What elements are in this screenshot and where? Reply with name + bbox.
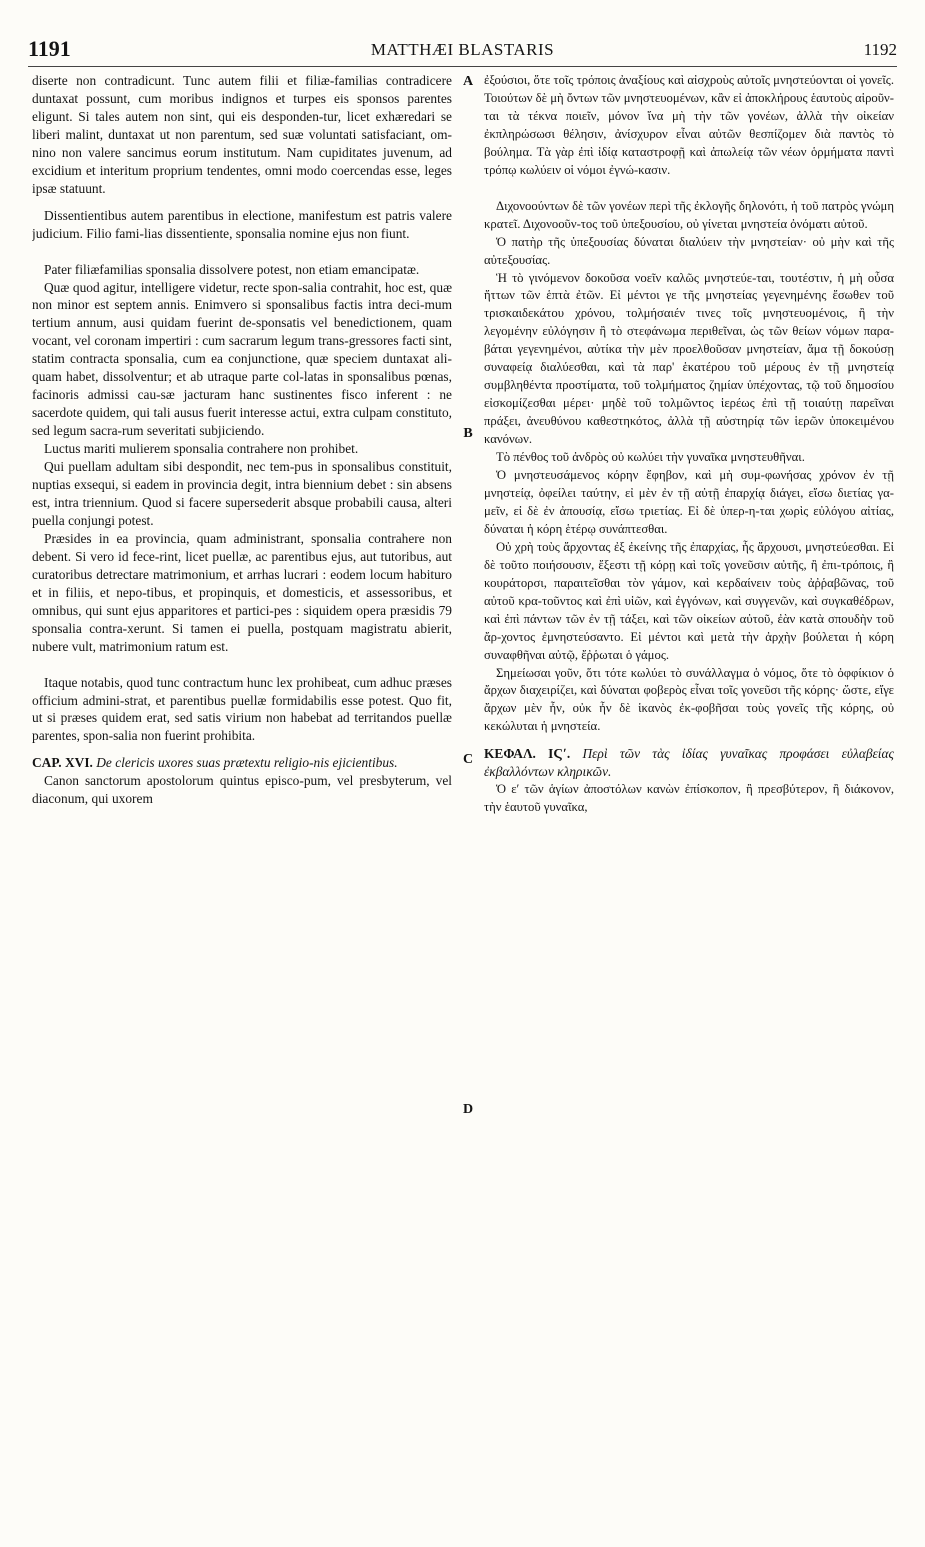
chapter-number: CAP. XVI.	[32, 755, 93, 771]
greek-paragraph: Ὁ πατὴρ τῆς ὑπεξουσίας δύναται διαλύειν τὴν μνηστείαν· οὐ μὴν καὶ τῆς αὐτεξουσίας.	[484, 234, 894, 267]
latin-paragraph: Canon sanctorum apostolorum quintus episco-pum, vel presbyterum, vel diaconum, qui uxorem	[32, 773, 452, 807]
greek-paragraph: Ὁ μνηστευσάμενος κόρην ἔφηβον, καὶ μὴ συμ-φωνήσας χρόνον ἐν τῇ μνηστείᾳ, ὀφείλει ταύτην, εἰ μὲν ἐν τῇ αὐτῇ ἐπαρχίᾳ διάγει, εἴσω διετίας γα-μεῖν, εἰ δὲ ἐν ἀπουσίᾳ, εἴσω τριετίας. Εἰ δὲ ὑπερ-η-ται χωρὶς εὐλόγου αἰτίας, δύναται ἡ κόρη ἑτέρῳ συνάπτεσθαι.	[484, 468, 894, 536]
latin-paragraph: Qui puellam adultam sibi despondit, nec tem-pus in sponsalibus constituit, nuptias exsequi, si eadem in provincia degit, intra biennium debet : sin absens est, intra triennium. Quod si facere supersederit absque probabili causa, alteri puella conjungi potest.	[32, 459, 452, 528]
margin-letter-a: A	[462, 74, 474, 89]
greek-paragraph: Ὁ εʹ τῶν ἁγίων ἀποστόλων κανὼν ἐπίσκοπον, ἢ πρεσβύτερον, ἢ διάκονον, τὴν ἑαυτοῦ γυναῖκα,	[484, 782, 894, 815]
page-number-right: 1192	[863, 40, 897, 59]
running-title: MATTHÆI BLASTARIS	[370, 40, 555, 59]
latin-paragraph: Luctus mariti mulierem sponsalia contrahere non prohibet.	[44, 441, 359, 457]
chapter-heading-greek	[484, 745, 894, 781]
greek-paragraph: Τὸ πένθος τοῦ ἀνδρὸς οὐ κωλύει τὴν γυναῖκα μνηστευθῆναι.	[496, 450, 805, 465]
greek-paragraph: Ἡ τὸ γινόμενον δοκοῦσα νοεῖν καλῶς μνηστεύε-ται, τουτέστιν, ἡ μὴ οὖσα ἥττων τῶν ἑπτὰ ἐτῶν. Εἰ μέντοι γε τῆς μνηστείας γεγενημένης ἔσωθεν τοῦ τρισκαιδεκάτου χρόνου, τολμήσαιέν τινες τοῖς μνηστευομένοις, ἢ τὴν λεγομένην εὐλόγησιν ἢ τὸ στεφάνωμα περιθεῖναι, ὡς τῶν θείων νόμων παρα-βάται γεγενημένοι, αὐτίκα τὴν μὲν προελθοῦσαν μνηστείαν, ἅμα τῇ δοκούσῃ συναφείᾳ διαλύεσθαι, καὶ τὰ παρ' ἑκατέρου τοῦ μέρους ἐν τῇ μνηστείᾳ συμβληθέντα προστίματα, τοῦ τολμήματος ζημίαν ὑπέχοντας, τῷ τοῦ δημοσίου εἰσκομίζεσθαι μέρει· μηδὲ τοῦ τολμῶντος ἱερέως ἐπὶ τῇ τοιαύτῃ παρεῖναι πράξει, ἀνευθύνου καθεστηκότος, ἀλλὰ τῇ αὐστηρίᾳ τῶν ἱερῶν ὑποκειμένου κανόνων.	[484, 270, 894, 447]
chapter-title: De clericis uxores suas prætextu religio-nis ejicientibus.	[96, 755, 398, 771]
latin-paragraph: Itaque notabis, quod tunc contractum hunc lex prohibeat, cum adhuc præses officium admini-strat, et parentibus puellæ formidabilis esse potest. Quo fit, ut si præses quidem erat, sed satis virium non habebat ad territandos puellæ parentes, spon-salia non fuerint prohibita.	[32, 674, 452, 744]
latin-paragraph: Dissentientibus autem parentibus in electione, manifestum est patris valere judicium. Filio fami-lias dissentiente, sponsalia nomine ejus non fiunt.	[32, 207, 452, 241]
latin-paragraph: diserte non contradicunt. Tunc autem filii et filiæ-familias contradicere duntaxat possunt, cum moribus indignos et turpes eis sponsos parentes eligunt. Si tales autem non sint, qui eis desponden-tur, licet exhæredari se liberi malint, duntaxat ut non parentum, sed suæ voluntati satisfaciant, om-nino non valere sancimus eorum institutum. Nam cupiditates juvenum, ad excidium et interitum proprium tendentes, omni modo coercendas esse, leges ipsæ statuunt.	[32, 73, 452, 196]
margin-letter-d: D	[462, 1102, 474, 1117]
page-header	[28, 30, 897, 67]
latin-paragraph: Quæ quod agitur, intelligere videtur, recte spon-salia contrahit, hoc est, quæ non minor est septem annis. Enimvero si sponsalibus factis intra deci-mum tertium annum, ausi quidam fuerint de-sponsatis vel benedictionem, quam vocant, vel coronam impertiri : cum sacrarum legum trans-gressores facti sint, statim contracta sponsalia, cum ea conjunctione, quæ speciem duntaxat ali-quam habet, dissolventur; et ab utraque parte col-latas in sponsalibus pœnas, facinoris admissi cau-sæ jacturam hanc sustinentes fisco inferent : ne sacerdote quidem, qui tali ausus fuerit interesse actui, extra culpam constituto, sed legum sacra-rum severitati subjiciendo.	[32, 279, 452, 439]
margin-letter-b: B	[463, 426, 473, 441]
latin-paragraph: Præsides in ea provincia, quam administrant, sponsalia contrahere non debent. Si vero id fece-rint, licet puellæ, ac parentibus ejus, aut tutoribus, aut curatoribus detrectare matrimonium, et arrhas lucrari : eodem locum habituro et in filiis, et nepo-tibus, et propinquis, et domesticis, et assessoribus, et omnibus, qui sunt ejus apparitores et partici-pes : siquidem opera præsidis 79 sponsalia contra-xerunt. Si tamen ei puella, postquam magistratu abierit, nubere vult, matrimonium ratum est.	[32, 530, 452, 654]
greek-paragraph: ἐξούσιοι, ὅτε τοῖς τρόποις ἀναξίους καὶ αἰσχροὺς αὐτοῖς μνηστεύονται οἱ γονεῖς. Τοιούτων δὲ μὴ ὄντων τῶν μνηστευομένων, κἂν εἰ ἀποκλήρους ἑαυτοὺς αἱροῦν-ται τὰ τέκνα ποιεῖν, μόνον ἵνα μὴ τὴν τῶν γονέων, ἀλλὰ τὴν οἰκείαν ἐκπληρώσωσι θέλησιν, ἀνίσχυρον εἶναι αὐτῶν θεσπίζομεν διὰ παντὸς τὸ βούλημα. Τὰ γὰρ ἐπὶ ἰδίᾳ καταστροφῇ καὶ ἀπωλείᾳ τῶν νέων ὁρμήματα παντὶ τρόπῳ κωλύειν οἱ νόμοι ἐγνώ-κασιν.	[484, 73, 894, 177]
latin-paragraph: Pater filiæfamilias sponsalia dissolvere potest, non etiam emancipatæ.	[44, 261, 420, 277]
greek-paragraph: Διχονοούντων δὲ τῶν γονέων περὶ τῆς ἐκλογῆς δηλονότι, ἡ τοῦ πατρὸς γνώμη κρατεῖ. Διχονοοῦν-τος τοῦ ὑπεξουσίου, οὐ γίνεται μνηστεία ὀνόματι αὐτοῦ.	[484, 198, 894, 231]
page-number-left: 1191	[28, 36, 71, 61]
margin-letter-c: C	[462, 752, 474, 767]
chapter-heading-latin	[32, 754, 452, 772]
chapter-number: ΚΕΦΑΛ. ΙϚʹ.	[484, 746, 571, 762]
greek-column	[484, 72, 894, 1527]
chapter-title: Περὶ τῶν τὰς ἰδίας γυναῖκας προφάσει εὐλαβείας ἐκβαλλόντων κληρικῶν.	[484, 746, 894, 780]
greek-paragraph: Σημείωσαι γοῦν, ὅτι τότε κωλύει τὸ συνάλλαγμα ὁ νόμος, ὅτε τὸ ὀφφίκιον ὁ ἄρχων διαχειρίζει, καὶ δύναται φοβερὸς εἶναι τοῖς γονεῦσι τῆς κόρης· ὥστε, εἴγε ἄρχων μὲν ἦν, οὐκ ἦν δὲ ἱκανὸς ἐκ-φοβῆσαι τοὺς γονεῖς τῆς κόρης, οὐ κεκώλυται ἡ μνηστεία.	[484, 665, 894, 734]
latin-column	[32, 72, 452, 1527]
greek-paragraph: Οὐ χρὴ τοὺς ἄρχοντας ἐξ ἐκείνης τῆς ἐπαρχίας, ἧς ἄρχουσι, μνηστεύεσθαι. Εἰ δὲ τοῦτο ποιήσουσιν, ἔξεστι τῇ κόρῃ καὶ τοῖς γονεῦσιν αὐτῆς, ἢ ἐπι-τρόποις, ἢ κουράτορσι, παραιτεῖσθαι τὸν γάμον, καὶ κερδαίνειν τοὺς ἀῤῥαβῶνας, τοῦ αὐτοῦ κρα-τοῦντος καὶ ἐπὶ υἱῶν, καὶ ἐγγόνων, καὶ συγγενῶν, καὶ συγκαθέδρων, καὶ ἐπὶ πάντων τῶν ἐν τῇ τάξει, καὶ τῶν οἰκείων αὐτοῦ, ἐὰν κατὰ σπουδὴν τοῦ ἄρ-χοντος ἐμνηστεύσαντο. Εἰ μέντοι καὶ μετὰ τὴν ἀρχὴν βούλεται ἡ κόρη συναφθῆναι αὐτῷ, ἔῤῥωται ὁ γάμος.	[484, 539, 894, 662]
